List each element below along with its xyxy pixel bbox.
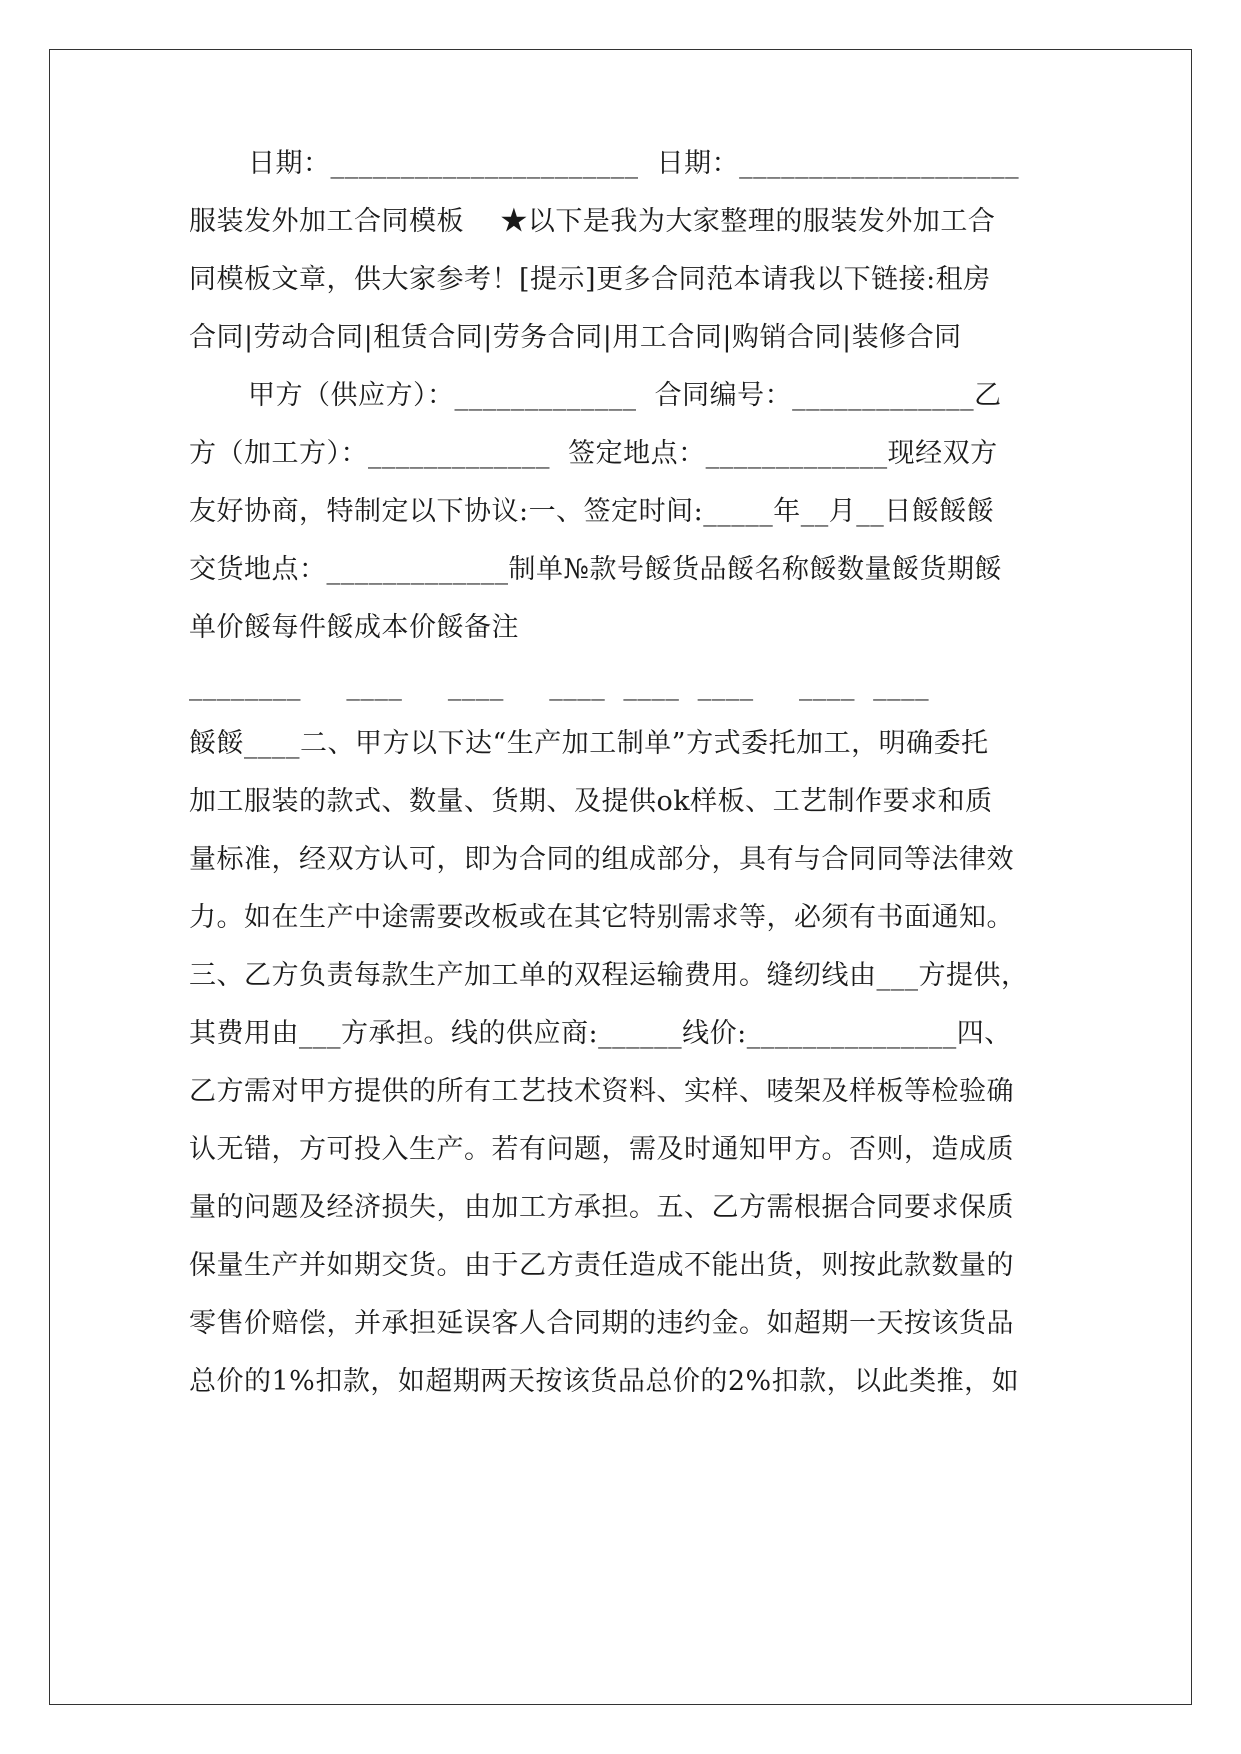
text-line: 方（加工方）：_____________ 签定地点：_____________现经双方 [189, 438, 998, 469]
text-line: 交货地点：_____________制单№款号餒货品餒名称餒数量餒货期餒 [189, 554, 1003, 585]
text-line: 合同|劳动合同|租赁合同|劳务合同|用工合同|购销合同|装修合同 [189, 322, 962, 353]
text-line: 零售价赔偿，并承担延误客人合同期的违约金。如超期一天按该货品 [189, 1308, 1014, 1339]
text-line: 其费用由___方承担。线的供应商:______线价:_______________四、 [189, 1018, 1012, 1049]
text-line: 三、乙方负责每款生产加工单的双程运输费用。缝纫线由___方提供， [189, 960, 1029, 991]
text-line: 餒餒____二、甲方以下达“生产加工制单”方式委托加工，明确委托 [189, 728, 989, 759]
text-line: 力。如在生产中途需要改板或在其它特别需求等，必须有书面通知。 [189, 902, 1014, 933]
text-line: 单价餒每件餒成本价餒备注 [189, 612, 519, 643]
text-line: 服装发外加工合同模板 ★以下是我为大家整理的服装发外加工合 [189, 206, 996, 237]
text-line: 乙方需对甲方提供的所有工艺技术资料、实样、唛架及样板等检验确 [189, 1076, 1014, 1107]
blank-fields-line: ________ ____ ____ ____ ____ ____ ____ ____ [189, 670, 930, 701]
text-line: 量的问题及经济损失，由加工方承担。五、乙方需根据合同要求保质 [189, 1192, 1014, 1223]
text-line: 总价的1%扣款，如超期两天按该货品总价的2%扣款，以此类推，如 [189, 1366, 1020, 1397]
text-line: 保量生产并如期交货。由于乙方责任造成不能出货，则按此款数量的 [189, 1250, 1014, 1281]
text-line: 量标准，经双方认可，即为合同的组成部分，具有与合同同等法律效 [189, 844, 1014, 875]
party-a-line: 甲方（供应方）：_____________ 合同编号：_____________乙 [248, 380, 1002, 411]
text-line: 同模板文章，供大家参考！[提示]更多合同范本请我以下链接:租房 [189, 264, 991, 295]
text-line: 友好协商，特制定以下协议:一、签定时间:_____年__月__日餒餒餒 [189, 496, 995, 527]
date-line: 日期：______________________ 日期：____________________ [248, 148, 1020, 179]
text-line: 认无错，方可投入生产。若有问题，需及时通知甲方。否则，造成质 [189, 1134, 1014, 1165]
text-line: 加工服装的款式、数量、货期、及提供ok样板、工艺制作要求和质 [189, 786, 993, 817]
